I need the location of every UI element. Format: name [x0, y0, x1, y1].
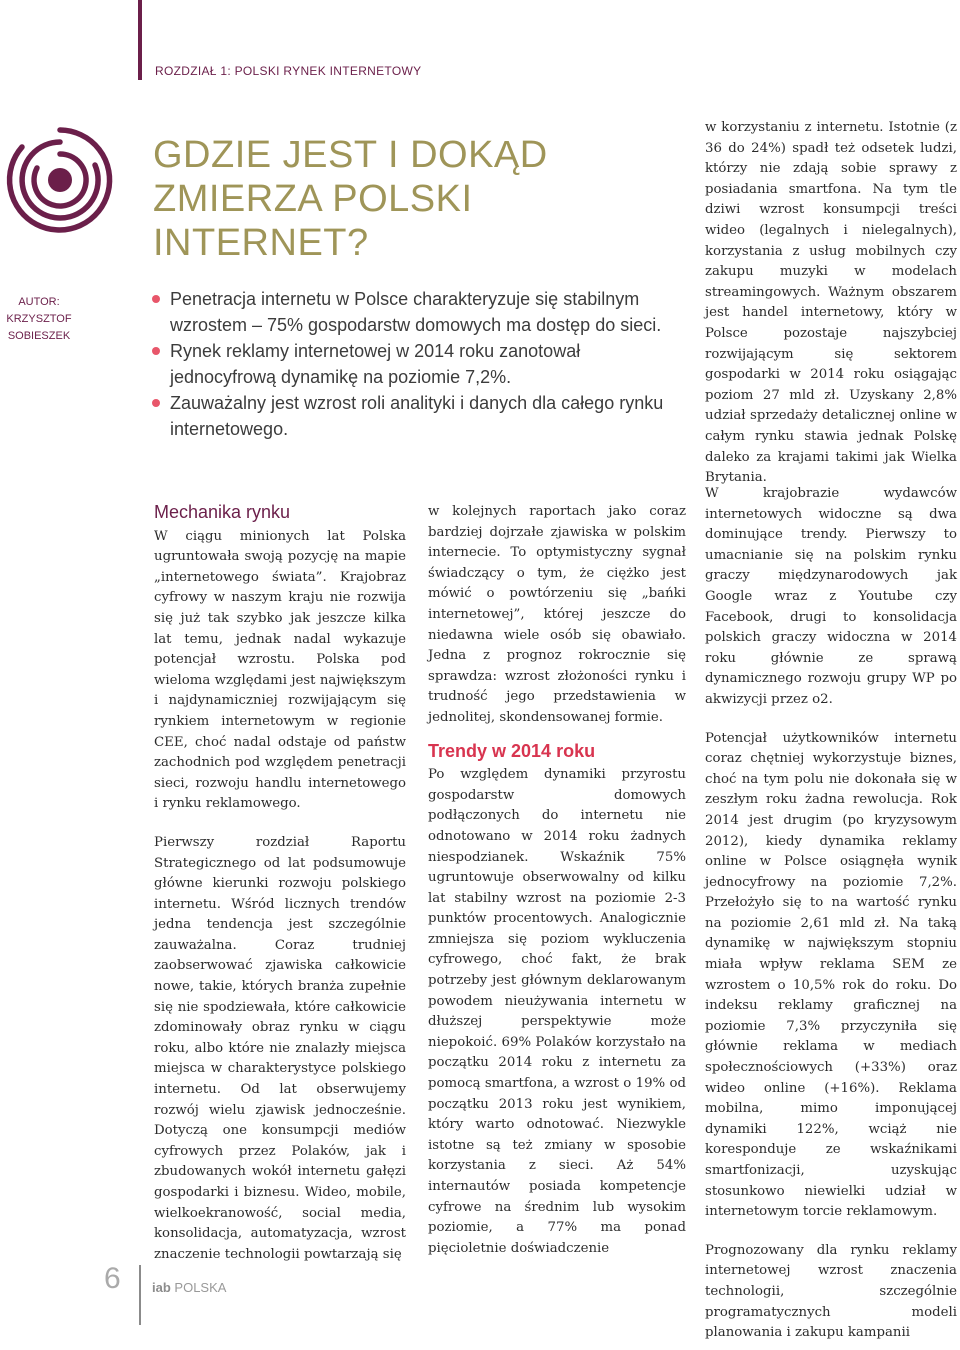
publisher-logo	[152, 1280, 226, 1295]
title-line-2: ZMIERZA POLSKI INTERNET?	[153, 178, 473, 264]
paragraph: W krajobrazie wydawców internetowych widoczne są dwa dominujące trendy. Pierwszy to umacnianie się na polskim rynku graczy międzynarodowych jak Google wraz z Youtube czy Facebook, drugi to konsolidacja polskich graczy widoczna w 2014 roku głównie ze sprawą dynamicznego rozwoju grupy WP po akwizycji przez o2.	[705, 486, 957, 707]
publisher-name: POLSKA	[170, 1280, 227, 1295]
chapter-label: ROZDZIAŁ 1: POLSKI RYNEK INTERNETOWY	[155, 64, 422, 78]
author-last-name: SOBIESZEK	[7, 330, 71, 342]
author-label: AUTOR:	[18, 296, 60, 308]
bullet-dot-icon	[152, 347, 160, 355]
article-column-left	[154, 502, 406, 1265]
highlight-item: Zauważalny jest wzrost roli analityki i danych dla całego rynku internetowego.	[150, 390, 670, 442]
paragraph: Pierwszy rozdział Raportu Strategicznego od lat podsumowuje główne kierunki rozwoju polskiego internetu. Wśród licznych trendów jedna tendencja jest szczególnie zauważalna. Coraz trudniej zaobserwować zjawiska całkowicie nowe, takie, których branża zupełnie się nie spodziewała, które całkowicie zdominowały obraz rynku w ciągu roku, albo które nie znalazły miejsca miejsca w charakterystyce polskiego internetu. Od lat obserwujemy rozwój wielu zjawisk jednocześnie. Dotyczą one konsumpcji mediów cyfrowych przez Polaków, jak i zbudowanych wokół internetu gałęzi gospodarki i biznesu. Wideo, mobile, wielkoekranowość, social media, konsolidacja, automatyzacja, wzrost znaczenie technologii powtarzają się	[154, 834, 406, 1262]
author-block	[0, 294, 78, 345]
target-spiral-icon	[4, 124, 116, 236]
paragraph: Potencjał użytkowników internetu coraz chętniej wykorzystuje biznes, choć na tym polu nie dokonała się w zeszłym roku żadna rewolucja. Rok 2014 jest drugim (po kryzysowym 2012), kiedy dynamika reklamy online w Polsce osiągnęła wynik jednocyfrowy na poziomie 7,2%. Przełożyło się to na wartość rynku na poziomie 2,61 mld zł. Na taką dynamikę w największym stopniu miała wpływ reklama SEM ze wzrostem o 10,5% rok do roku. Do indeksu reklamy graficznej na poziomie 7,3% przyczyniła się głównie reklama w mediach społecznościowych (+33%) oraz wideo online (+16%). Reklama mobilna, mimo imponującej dynamiki 122%, wciąż nie koresponduje ze wskaźnikami smartfonizacji, uzyskując stosunkowo niewielki udział w internetowym torcie reklamowym.	[705, 730, 957, 1220]
footer-rule	[139, 1265, 141, 1325]
bullet-dot-icon	[152, 399, 160, 407]
highlight-item: Penetracja internetu w Polsce charakteryzuje się stabilnym wzrostem – 75% gospodarstw domowych ma dostęp do sieci.	[150, 286, 670, 338]
highlights-list	[150, 286, 670, 442]
section-heading-mechanika: Mechanika rynku	[154, 502, 291, 522]
author-first-name: KRZYSZTOF	[6, 313, 72, 325]
highlight-item: Rynek reklamy internetowej w 2014 roku zanotował jednocyfrową dynamikę na poziomie 7,2%.	[150, 338, 670, 390]
article-column-middle	[428, 502, 686, 1259]
page-title	[153, 133, 693, 265]
bullet-dot-icon	[152, 295, 160, 303]
section-heading-trendy: Trendy w 2014 roku	[428, 740, 596, 761]
title-line-1: GDZIE JEST I DOKĄD	[153, 134, 548, 176]
paragraph: W ciągu minionych lat Polska ugruntowała swoją pozycję na mapie „internetowego świata”. Krajobraz cyfrowy w naszym kraju nie rozwija się już tak szybko jak jeszcze kilka lat temu, jednak nadal wykazuje potencjał wzrostu. Polska pod wieloma względami jest największym i najdynamiczniej rozwijającym się rynkiem internetowym w regionie CEE, choć nadal odstaje od państw zachodnich pod względem penetracji sieci, rozwoju handlu internetowego i rynku reklamowego.	[154, 528, 406, 812]
paragraph: Po względem dynamiki przyrostu gospodarstw domowych podłączonych do internetu nie odnotowano w 2014 roku żadnych niespodzianek. Wskaźnik 75% ugruntowuje obserwowalny od kilku lat stabilny wzrost na poziomie 2-3 punktów procentowych. Analogicznie zmniejsza się poziom wykluczenia cyfrowego, choć fakt, że brak potrzeby jest głównym deklarowanym powodem nieużywania internetu w dłuższej perspektywie może niepokoić. 69% Polaków korzystało na początku 2014 roku z internetu za pomocą smartfona, a wzrost o 19% od początku 2013 roku jest wynikiem, który warto odnotować. Niezwykle istotne są też zmiany w sposobie korzystania z sieci. Aż 54% internautów posiada kompetencje cyfrowe na średnim lub wysokim poziomie, a 77% ma ponad pięcioletnie doświadczenie	[428, 767, 686, 1256]
paragraph: w korzystaniu z internetu. Istotnie (z 36 do 24%) spadł też odsetek ludzi, którzy nie zdają sobie sprawy z posiadania smartfona. Na tym tle dziwi wzrost konsumpcji treści wideo (legalnych i nielegalnych), korzystania z usług mobilnych czy zakupu muzyki w modelach streamingowych. Ważnym obszarem jest handel internetowy, który w Polsce pozostaje najszybciej rozwijającym się sektorem gospodarki w 2014 roku osiągając poziom 27 mld zł. Uzyskany 2,8% udział sprzedaży detalicznej online w całym rynku stawia jednak Polskę daleko za krajami takimi jak Wielka Brytania.	[705, 120, 957, 486]
publisher-iab: iab	[152, 1280, 171, 1295]
article-column-right	[705, 484, 957, 1344]
article-column-right-top	[705, 118, 957, 489]
chapter-rule	[138, 0, 142, 80]
page-number: 6	[104, 1262, 121, 1295]
paragraph: Prognozowany dla rynku reklamy internetowej wzrost znaczenia technologii, szczególnie programatycznych modeli planowania i zakupu kampanii	[705, 1242, 957, 1341]
paragraph: w kolejnych raportach jako coraz bardziej dojrzałe zjawiska w polskim internecie. To optymistyczny sygnał świadczący o tym, że ciężko jest mówić o powtórzeniu się „bańki internetowej”, której jeszcze do niedawna wiele osób się obawiało. Jedna z prognoz rokrocznie się sprawdza: wzrost złożoności rynku i trudność jego przedstawienia w jednolitej, skondensowanej formie.	[428, 504, 686, 725]
